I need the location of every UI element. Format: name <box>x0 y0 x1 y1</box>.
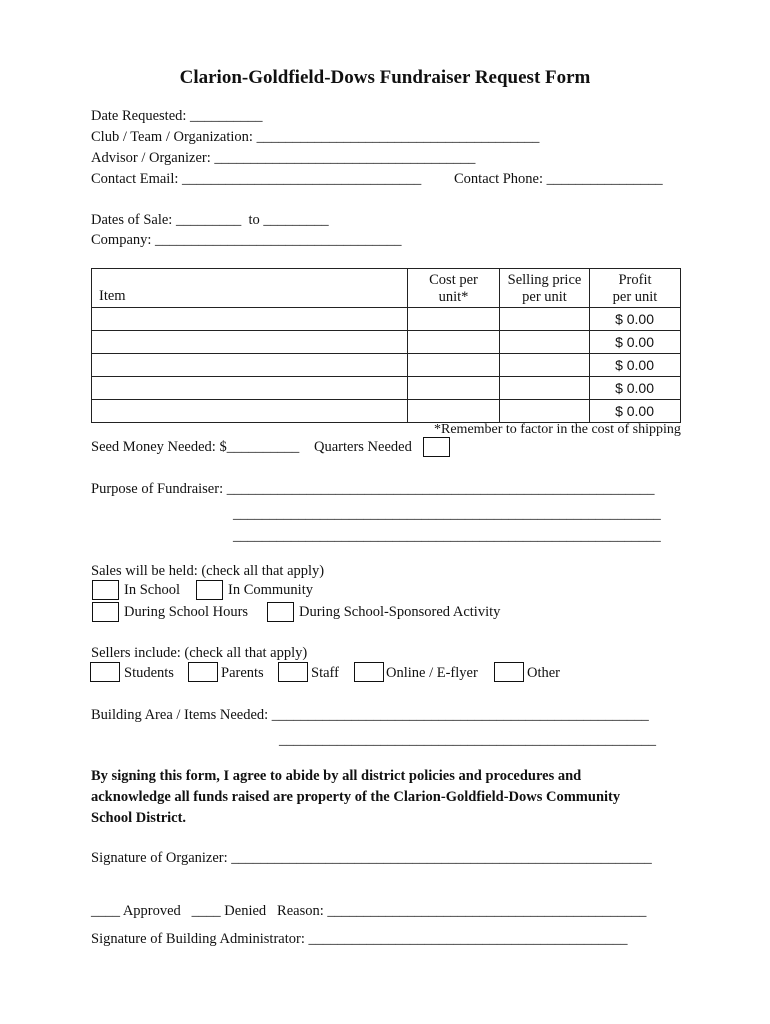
parents-checkbox[interactable] <box>188 662 218 682</box>
profit-header: Profit per unit <box>590 269 681 308</box>
table-row <box>92 400 681 423</box>
table-row <box>92 308 681 331</box>
selling-cell[interactable] <box>500 377 590 400</box>
school-sponsored-activity-checkbox[interactable] <box>267 602 294 622</box>
school-sponsored-activity-label: During School-Sponsored Activity <box>299 604 501 620</box>
cost-cell[interactable] <box>408 354 500 377</box>
cost-cell[interactable] <box>408 377 500 400</box>
organizer-signature-field[interactable]: Signature of Organizer: __________________________________________________________ <box>91 850 652 866</box>
students-label: Students <box>124 665 174 681</box>
students-checkbox[interactable] <box>90 662 120 682</box>
date-requested-field[interactable]: Date Requested: __________ <box>91 108 263 124</box>
items-table-header <box>92 269 681 308</box>
during-school-hours-label: During School Hours <box>124 604 249 620</box>
in-community-checkbox[interactable] <box>196 580 223 600</box>
staff-label: Staff <box>311 665 339 681</box>
item-cell[interactable] <box>92 377 408 400</box>
club-field[interactable]: Club / Team / Organization: _______________________________________ <box>91 129 540 145</box>
selling-cell[interactable] <box>500 400 590 423</box>
quarters-needed-label: Quarters Needed <box>314 439 412 455</box>
profit-cell: $ 0.00 <box>590 354 681 377</box>
cost-cell[interactable] <box>408 308 500 331</box>
item-cell[interactable] <box>92 354 408 377</box>
building-area-line-2[interactable]: ____________________________________________________ <box>279 732 656 748</box>
item-header: Item <box>92 269 408 308</box>
contact-email-field[interactable]: Contact Email: _________________________________ <box>91 171 422 187</box>
table-row <box>92 354 681 377</box>
agreement-line-2: acknowledge all funds raised are property of the Clarion-Goldfield-Dows Community <box>91 789 621 805</box>
seed-money-field[interactable]: Seed Money Needed: $__________ <box>91 439 300 455</box>
cost-header: Cost per unit* <box>408 269 500 308</box>
agreement-line-3: School District. <box>91 810 187 826</box>
table-row <box>92 331 681 354</box>
profit-cell: $ 0.00 <box>590 308 681 331</box>
other-label: Other <box>527 665 561 681</box>
other-checkbox[interactable] <box>494 662 524 682</box>
advisor-field[interactable]: Advisor / Organizer: ____________________________________ <box>91 150 476 166</box>
staff-checkbox[interactable] <box>278 662 308 682</box>
company-field[interactable]: Company: __________________________________ <box>91 232 402 248</box>
purpose-field[interactable]: Purpose of Fundraiser: ___________________________________________________________ <box>91 481 655 497</box>
approval-field[interactable]: ____ Approved ____ Denied Reason: ____________________________________________ <box>91 903 647 919</box>
cost-cell[interactable] <box>408 400 500 423</box>
cost-cell[interactable] <box>408 331 500 354</box>
quarters-needed-box[interactable] <box>423 437 450 457</box>
shipping-footnote: *Remember to factor in the cost of shipping <box>434 422 681 437</box>
selling-cell[interactable] <box>500 354 590 377</box>
purpose-line-3[interactable]: ___________________________________________________________ <box>233 528 661 544</box>
sellers-label: Sellers include: (check all that apply) <box>91 645 308 661</box>
profit-cell: $ 0.00 <box>590 400 681 423</box>
in-school-label: In School <box>124 582 180 598</box>
administrator-signature-field[interactable]: Signature of Building Administrator: ____________________________________________ <box>91 931 628 947</box>
selling-price-header: Selling price per unit <box>500 269 590 308</box>
selling-cell[interactable] <box>500 308 590 331</box>
online-eflyer-checkbox[interactable] <box>354 662 384 682</box>
parents-label: Parents <box>221 665 264 681</box>
dates-of-sale-field[interactable]: Dates of Sale: _________ to _________ <box>91 212 329 228</box>
items-table <box>91 268 681 423</box>
building-area-field[interactable]: Building Area / Items Needed: ____________________________________________________ <box>91 707 649 723</box>
profit-cell: $ 0.00 <box>590 377 681 400</box>
in-school-checkbox[interactable] <box>92 580 119 600</box>
during-school-hours-checkbox[interactable] <box>92 602 119 622</box>
item-cell[interactable] <box>92 308 408 331</box>
sales-held-label: Sales will be held: (check all that apply) <box>91 563 325 579</box>
item-cell[interactable] <box>92 331 408 354</box>
profit-cell: $ 0.00 <box>590 331 681 354</box>
selling-cell[interactable] <box>500 331 590 354</box>
agreement-line-1: By signing this form, I agree to abide by all district policies and procedures and <box>91 768 582 784</box>
table-row <box>92 377 681 400</box>
item-cell[interactable] <box>92 400 408 423</box>
online-eflyer-label: Online / E-flyer <box>386 665 478 681</box>
contact-phone-field[interactable]: Contact Phone: ________________ <box>454 171 663 187</box>
form-title: Clarion-Goldfield-Dows Fundraiser Request Form <box>179 67 591 88</box>
purpose-line-2[interactable]: ___________________________________________________________ <box>233 506 661 522</box>
in-community-label: In Community <box>228 582 313 598</box>
